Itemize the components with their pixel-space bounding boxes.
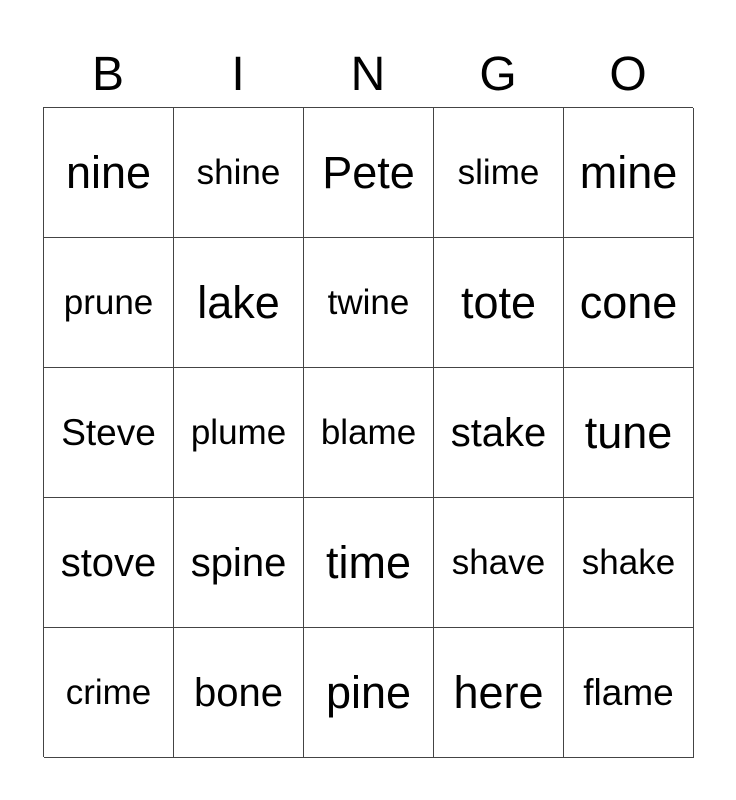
- bingo-cell-r5-c5[interactable]: flame: [564, 628, 694, 758]
- bingo-header: [43, 44, 693, 106]
- bingo-cell-r4-c2[interactable]: spine: [174, 498, 304, 628]
- bingo-cell-r4-c5[interactable]: shake: [564, 498, 694, 628]
- bingo-cell-r4-c1[interactable]: stove: [44, 498, 174, 628]
- bingo-cell-r1-c2[interactable]: shine: [174, 108, 304, 238]
- bingo-cell-r1-c1[interactable]: nine: [44, 108, 174, 238]
- bingo-board: [43, 107, 693, 757]
- bingo-cell-r3-c4[interactable]: stake: [434, 368, 564, 498]
- bingo-cell-r1-c3[interactable]: Pete: [304, 108, 434, 238]
- bingo-cell-r1-c5[interactable]: mine: [564, 108, 694, 238]
- header-letter-n: N: [350, 48, 386, 101]
- bingo-cell-r3-c5[interactable]: tune: [564, 368, 694, 498]
- bingo-cell-r2-c4[interactable]: tote: [434, 238, 564, 368]
- bingo-cell-r5-c4[interactable]: here: [434, 628, 564, 758]
- bingo-cell-r2-c2[interactable]: lake: [174, 238, 304, 368]
- header-letter-g: G: [479, 48, 517, 101]
- bingo-cell-r3-c1[interactable]: Steve: [44, 368, 174, 498]
- bingo-cell-r4-c4[interactable]: shave: [434, 498, 564, 628]
- bingo-cell-r3-c3[interactable]: blame: [304, 368, 434, 498]
- bingo-cell-r1-c4[interactable]: slime: [434, 108, 564, 238]
- bingo-cell-r2-c1[interactable]: prune: [44, 238, 174, 368]
- header-letter-o: O: [609, 48, 647, 101]
- bingo-cell-r2-c3[interactable]: twine: [304, 238, 434, 368]
- bingo-cell-r5-c2[interactable]: bone: [174, 628, 304, 758]
- bingo-cell-r5-c3[interactable]: pine: [304, 628, 434, 758]
- header-letter-i: I: [231, 48, 245, 101]
- bingo-cell-r4-c3[interactable]: time: [304, 498, 434, 628]
- bingo-cell-r5-c1[interactable]: crime: [44, 628, 174, 758]
- header-letter-b: B: [91, 48, 124, 101]
- bingo-cell-r3-c2[interactable]: plume: [174, 368, 304, 498]
- bingo-cell-r2-c5[interactable]: cone: [564, 238, 694, 368]
